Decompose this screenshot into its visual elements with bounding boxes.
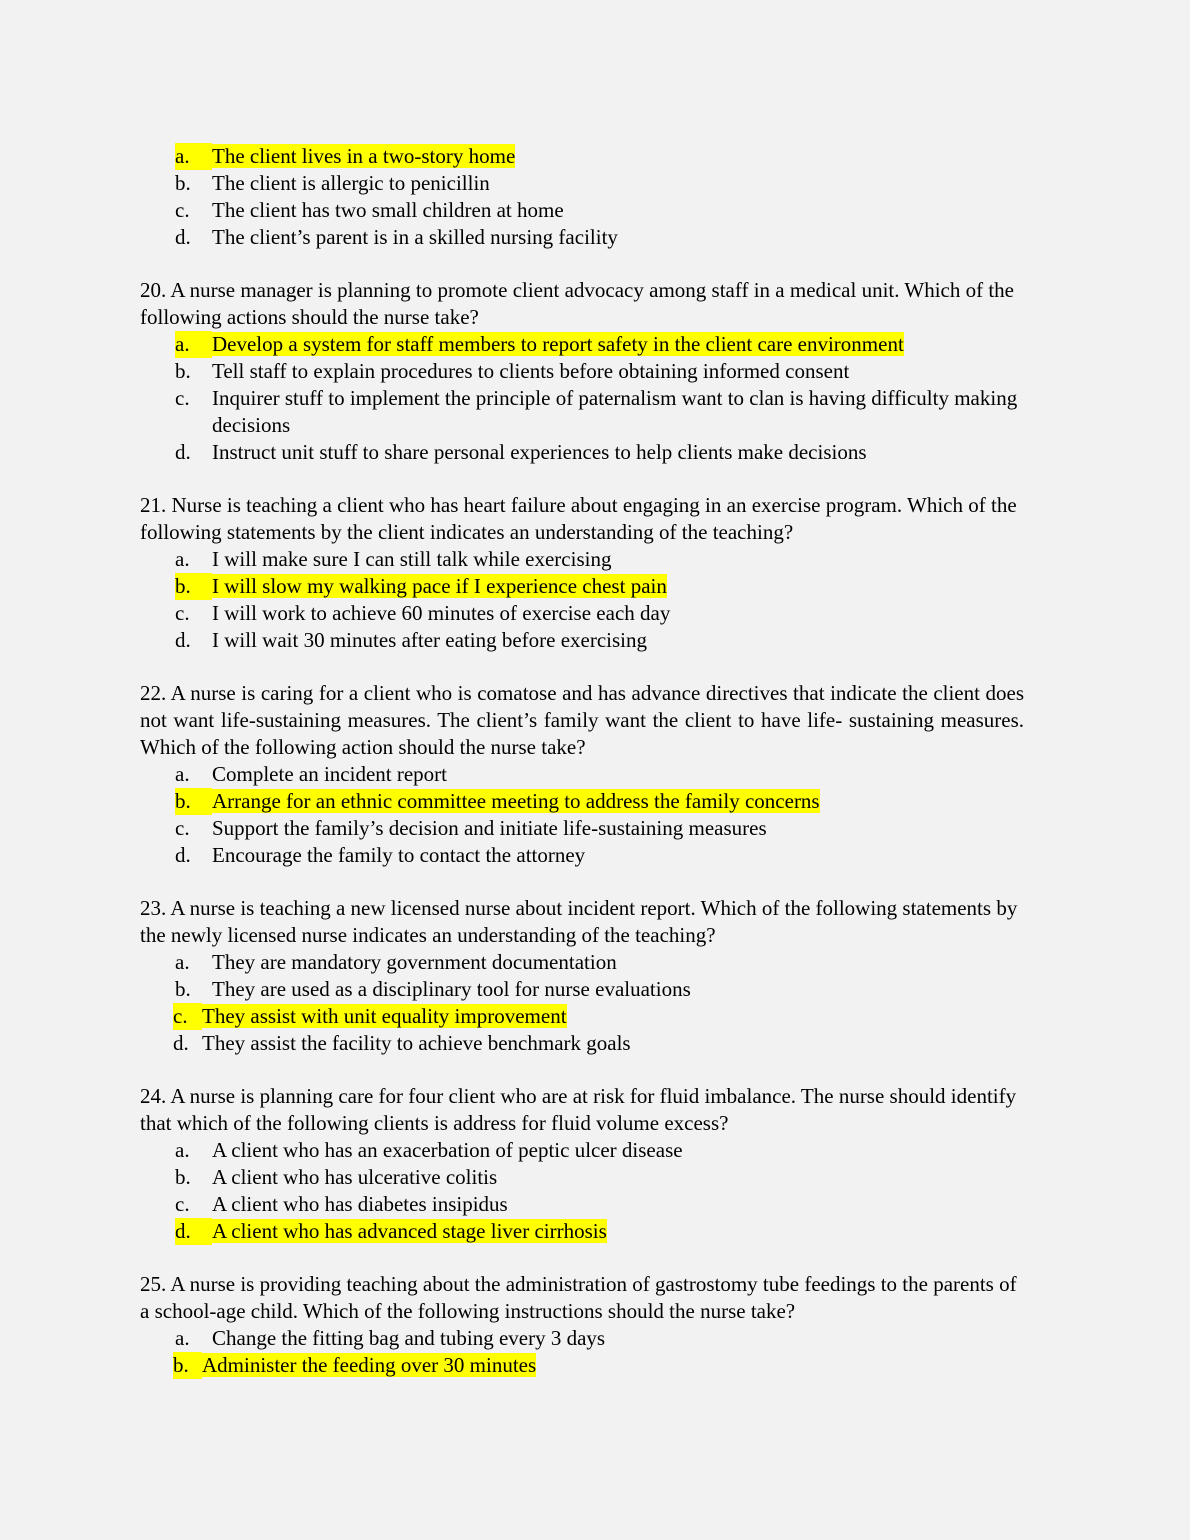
option-letter: a.	[175, 1138, 190, 1162]
option-letter: a.	[175, 762, 190, 786]
question-number: 21.	[140, 493, 167, 517]
answer-option-c	[140, 815, 1024, 842]
answer-option-d	[140, 224, 1024, 251]
option-letter: c.	[175, 386, 190, 410]
option-text-inner: Instruct unit stuff to share personal experiences to help clients make decisions	[212, 440, 867, 464]
option-text-inner: A client who has ulcerative colitis	[212, 1165, 498, 1189]
option-text-inner: They are used as a disciplinary tool for nurse evaluations	[212, 977, 691, 1001]
question-text	[140, 1083, 1024, 1137]
answer-option-a	[140, 546, 1024, 573]
answer-option-a	[140, 1137, 1024, 1164]
option-letter: b.	[175, 359, 191, 383]
question-20	[140, 277, 1024, 466]
question-stem: A nurse manager is planning to promote client advocacy among staff in a medical unit. Which of the following actions should the nurse take?	[140, 278, 1014, 329]
option-text-inner: The client lives in a two-story home	[212, 144, 516, 168]
option-letter: c.	[175, 816, 190, 840]
option-text-inner: A client who has an exacerbation of peptic ulcer disease	[212, 1138, 683, 1162]
option-text	[212, 143, 1024, 170]
question-number: 23.	[140, 896, 167, 920]
answer-option-d	[140, 627, 1024, 654]
answer-option-d	[140, 842, 1024, 869]
option-text	[212, 788, 1024, 815]
option-text	[212, 224, 1024, 251]
option-letter: d.	[175, 628, 191, 652]
option-text	[212, 1218, 1024, 1245]
answer-option-b	[140, 1352, 1024, 1379]
option-text	[212, 976, 1024, 1003]
answer-option-b	[140, 358, 1024, 385]
question-number: 20.	[140, 278, 167, 302]
answer-option-a	[140, 143, 1024, 170]
option-text-inner: I will slow my walking pace if I experience chest pain	[212, 574, 667, 598]
answer-option-c	[140, 385, 1024, 439]
option-letter: c.	[175, 601, 190, 625]
option-letter: b.	[175, 573, 212, 600]
option-letter: a.	[175, 331, 212, 358]
question-stem: A nurse is providing teaching about the administration of gastrostomy tube feedings to the parents of a school-age child. Which of the following instructions should the nurse take?	[140, 1272, 1017, 1323]
option-text	[212, 331, 1024, 358]
answer-option-d	[140, 1030, 1024, 1057]
answer-option-d	[140, 439, 1024, 466]
option-letter: d.	[175, 843, 191, 867]
option-letter: b.	[175, 171, 191, 195]
answer-option-a	[140, 761, 1024, 788]
option-letter: b.	[175, 788, 212, 815]
question-text	[140, 277, 1024, 331]
option-letter: a.	[175, 950, 190, 974]
option-text-inner: I will make sure I can still talk while exercising	[212, 547, 612, 571]
option-text	[212, 842, 1024, 869]
question-24	[140, 1083, 1024, 1245]
question-text	[140, 680, 1024, 761]
option-letter: d.	[175, 225, 191, 249]
option-text	[212, 197, 1024, 224]
option-text	[212, 546, 1024, 573]
option-text	[212, 573, 1024, 600]
question-number: 24.	[140, 1084, 167, 1108]
question-stem: A nurse is teaching a new licensed nurse about incident report. Which of the following statements by the newly licensed nurse indicates an understanding of the teaching?	[140, 896, 1018, 947]
option-letter: b.	[175, 977, 191, 1001]
option-text	[212, 439, 1024, 466]
option-letter: a.	[175, 143, 212, 170]
question-23	[140, 895, 1024, 1057]
option-text-inner: Inquirer stuff to implement the principle of paternalism want to clan is having difficulty making decisions	[212, 386, 1018, 437]
question-number: 25.	[140, 1272, 167, 1296]
option-text-inner: A client who has advanced stage liver cirrhosis	[212, 1219, 607, 1243]
option-text-inner: Complete an incident report	[212, 762, 448, 786]
answer-option-c	[140, 1003, 1024, 1030]
answer-option-b	[140, 788, 1024, 815]
answer-option-b	[140, 1164, 1024, 1191]
option-text	[212, 815, 1024, 842]
answer-option-a	[140, 331, 1024, 358]
option-letter: a.	[175, 547, 190, 571]
option-text-inner: Encourage the family to contact the attorney	[212, 843, 586, 867]
answer-option-c	[140, 197, 1024, 224]
option-text	[202, 1352, 1024, 1379]
option-text	[212, 1164, 1024, 1191]
question-fragment	[140, 143, 1024, 251]
question-number: 22.	[140, 681, 167, 705]
option-letter: c.	[173, 1003, 202, 1030]
option-letter: b.	[173, 1352, 202, 1379]
answer-option-d	[140, 1218, 1024, 1245]
question-stem: A nurse is planning care for four client who are at risk for fluid imbalance. The nurse should identify that which of the following clients is address for fluid volume excess?	[140, 1084, 1017, 1135]
option-text-inner: They assist the facility to achieve benchmark goals	[202, 1031, 631, 1055]
answer-option-b	[140, 573, 1024, 600]
option-text-inner: A client who has diabetes insipidus	[212, 1192, 508, 1216]
option-text	[212, 600, 1024, 627]
option-text-inner: Arrange for an ethnic committee meeting to address the family concerns	[212, 789, 820, 813]
answer-option-c	[140, 600, 1024, 627]
option-text-inner: Support the family’s decision and initiate life-sustaining measures	[212, 816, 767, 840]
option-text	[212, 627, 1024, 654]
option-text-inner: Develop a system for staff members to report safety in the client care environment	[212, 332, 904, 356]
option-text-inner: The client is allergic to penicillin	[212, 171, 490, 195]
option-letter: a.	[175, 1326, 190, 1350]
option-letter: c.	[175, 1192, 190, 1216]
option-text	[212, 761, 1024, 788]
question-25	[140, 1271, 1024, 1379]
question-21	[140, 492, 1024, 654]
answer-option-a	[140, 949, 1024, 976]
option-letter: b.	[175, 1165, 191, 1189]
answer-option-c	[140, 1191, 1024, 1218]
option-letter: c.	[175, 198, 190, 222]
answer-option-a	[140, 1325, 1024, 1352]
option-text	[202, 1003, 1024, 1030]
option-text	[212, 170, 1024, 197]
option-text	[212, 949, 1024, 976]
option-text	[212, 1325, 1024, 1352]
option-text	[202, 1030, 1024, 1057]
option-text-inner: The client has two small children at home	[212, 198, 564, 222]
option-text-inner: Administer the feeding over 30 minutes	[202, 1353, 537, 1377]
option-letter: d.	[173, 1031, 189, 1055]
answer-option-b	[140, 170, 1024, 197]
option-letter: d.	[175, 1218, 212, 1245]
option-text	[212, 385, 1024, 439]
option-text-inner: They assist with unit equality improvement	[202, 1004, 567, 1028]
option-text-inner: I will wait 30 minutes after eating before exercising	[212, 628, 648, 652]
option-text	[212, 358, 1024, 385]
option-text-inner: Tell staff to explain procedures to clients before obtaining informed consent	[212, 359, 850, 383]
question-stem: Nurse is teaching a client who has heart failure about engaging in an exercise program. Which of the following statements by the client indicates an understanding of the teaching?	[140, 493, 1017, 544]
question-text	[140, 895, 1024, 949]
option-text-inner: They are mandatory government documentation	[212, 950, 617, 974]
question-text	[140, 492, 1024, 546]
option-letter: d.	[175, 440, 191, 464]
question-stem: A nurse is caring for a client who is comatose and has advance directives that indicate the client does not want life-sustaining measures. The client’s family want the client to have life- sustaining measures. Which of the following action should the nurse take?	[140, 681, 1025, 759]
answer-option-b	[140, 976, 1024, 1003]
question-22	[140, 680, 1024, 869]
option-text-inner: The client’s parent is in a skilled nursing facility	[212, 225, 618, 249]
option-text	[212, 1191, 1024, 1218]
option-text-inner: Change the fitting bag and tubing every 3 days	[212, 1326, 606, 1350]
option-text-inner: I will work to achieve 60 minutes of exercise each day	[212, 601, 671, 625]
option-text	[212, 1137, 1024, 1164]
question-text	[140, 1271, 1024, 1325]
